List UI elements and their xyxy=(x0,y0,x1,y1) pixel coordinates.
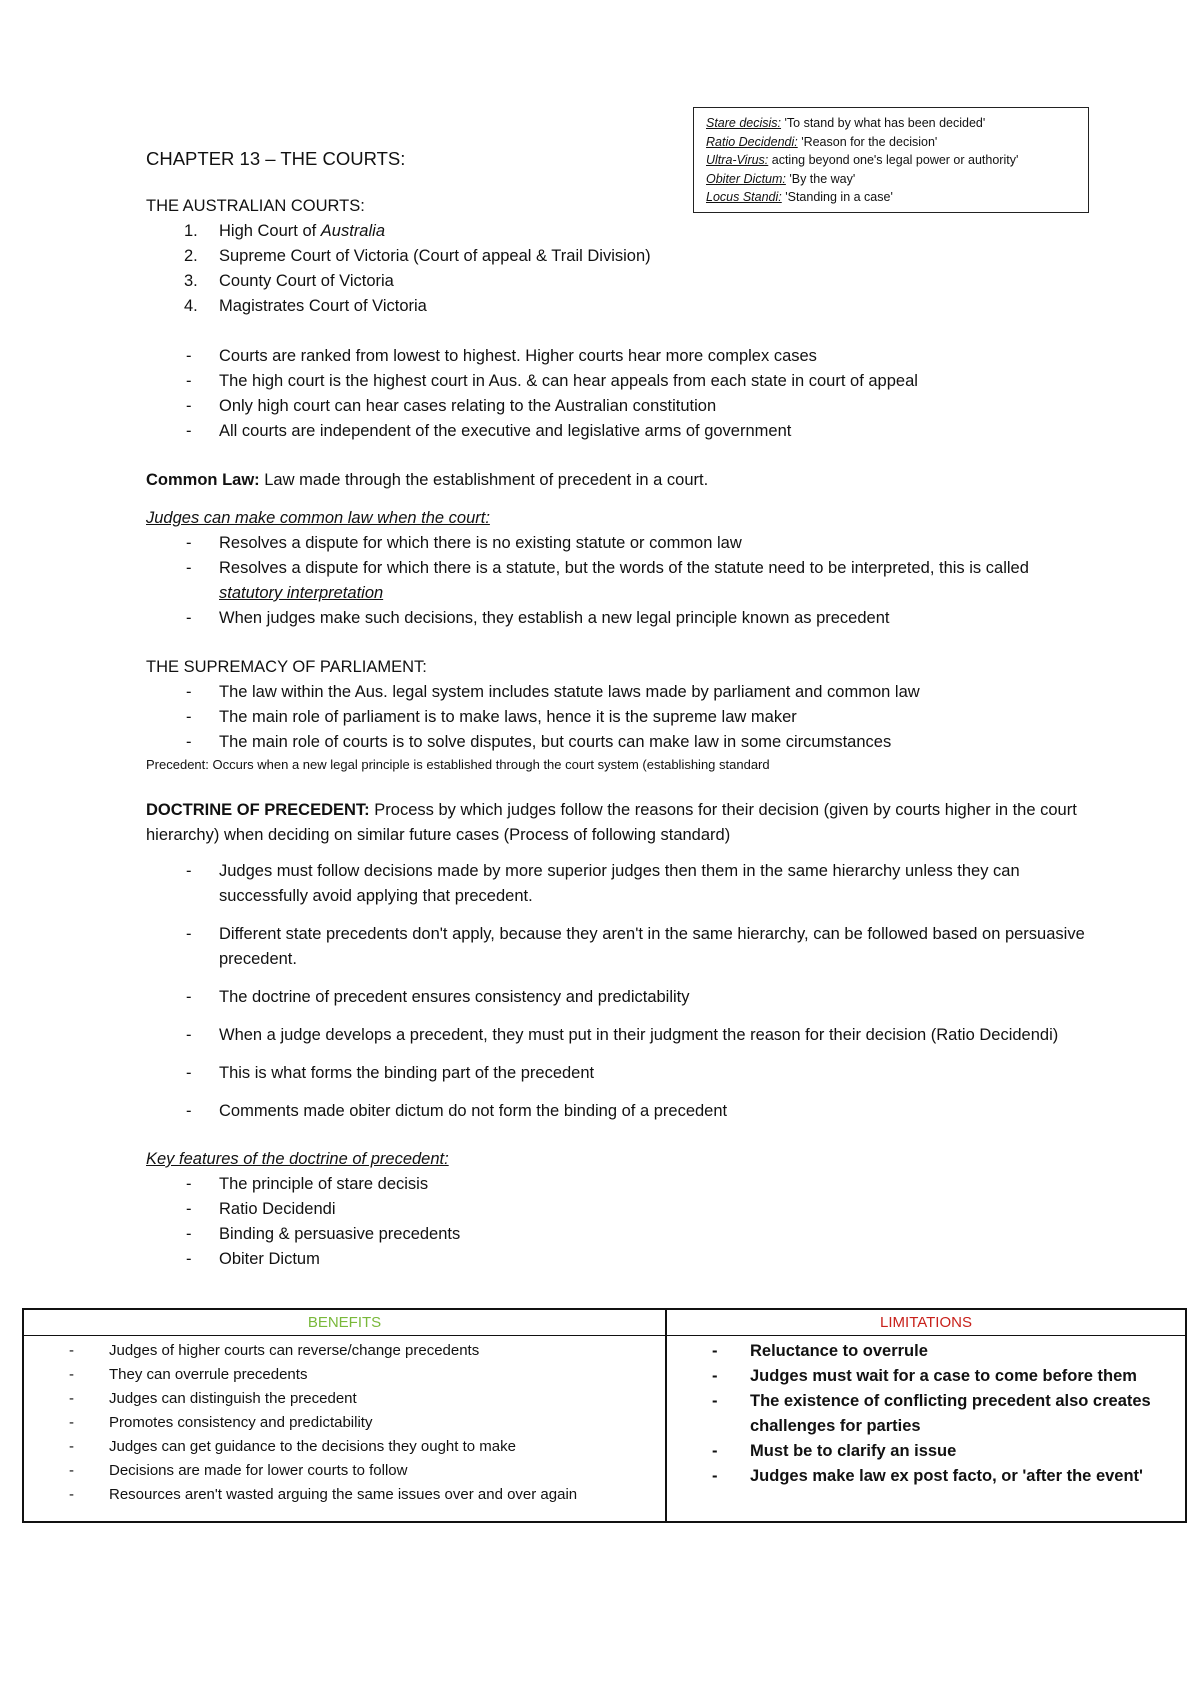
limitations-cell xyxy=(667,1336,1185,1521)
list-item: - The main role of courts is to solve disputes, but courts can make law in some circumstances xyxy=(146,730,1096,755)
list-item: - Resources aren't wasted arguing the same issues over and over again xyxy=(24,1483,665,1507)
key-features-list xyxy=(146,1172,1096,1272)
list-text: Magistrates Court of Victoria xyxy=(219,297,427,315)
list-item: - Judges must follow decisions made by more superior judges then them in the same hierarchy unless they can successfully avoid applying that precedent. xyxy=(146,859,1096,909)
list-item xyxy=(146,606,1096,631)
list-number: 4. xyxy=(184,297,198,315)
glossary-term: Stare decisis: xyxy=(706,116,782,130)
list-item: - They can overrule precedents xyxy=(24,1363,665,1387)
list-item: - Promotes consistency and predictability xyxy=(24,1411,665,1435)
list-item: - This is what forms the binding part of the precedent xyxy=(146,1061,1096,1086)
glossary-term: Ratio Decidendi: xyxy=(706,134,798,149)
list-item: - The doctrine of precedent ensures consistency and predictability xyxy=(146,985,1096,1010)
supremacy-heading: THE SUPREMACY OF PARLIAMENT: xyxy=(146,658,427,676)
list-item: - Judges can get guidance to the decisions they ought to make xyxy=(24,1435,665,1459)
list-item xyxy=(146,556,1096,606)
list-item: - The high court is the highest court in Aus. & can hear appeals from each state in court of appeal xyxy=(146,369,1096,394)
list-number: 1. xyxy=(184,222,198,240)
common-law-definition xyxy=(146,468,1096,493)
list-number: 3. xyxy=(184,272,198,290)
list-item: - Decisions are made for lower courts to follow xyxy=(24,1459,665,1483)
glossary-item xyxy=(706,114,1078,133)
list-item: - Obiter Dictum xyxy=(146,1247,1096,1272)
list-item: - The main role of parliament is to make laws, hence it is the supreme law maker xyxy=(146,705,1096,730)
benefits-limitations-table xyxy=(22,1308,1187,1523)
list-item: - All courts are independent of the executive and legislative arms of government xyxy=(146,419,1096,444)
list-text: When judges make such decisions, they establish a new legal principle known as precedent xyxy=(219,609,890,627)
limitations-header: LIMITATIONS xyxy=(667,1310,1185,1336)
list-item: - Comments made obiter dictum do not form the binding of a precedent xyxy=(146,1099,1096,1124)
doctrine-text: Process by which judges follow the reasons for their decision (given by courts higher in the court hierarchy) when deciding on similar future cases (Process of following standard) xyxy=(146,801,1077,844)
list-text: High Court of xyxy=(219,222,321,240)
list-item xyxy=(146,244,1096,269)
statutory-interpretation-term: statutory interpretation xyxy=(219,584,384,602)
limitations-list xyxy=(667,1339,1185,1489)
list-item xyxy=(146,294,1096,319)
glossary-term: Locus Standi: xyxy=(706,190,782,204)
glossary-definition: 'Standing in a case' xyxy=(781,190,893,204)
benefits-cell xyxy=(24,1336,667,1521)
list-item: - The principle of stare decisis xyxy=(146,1172,1096,1197)
list-item: - Only high court can hear cases relating to the Australian constitution xyxy=(146,394,1096,419)
list-item: - The existence of conflicting precedent also creates challenges for parties xyxy=(667,1389,1185,1439)
courts-points xyxy=(146,344,1096,444)
list-item: - Courts are ranked from lowest to highest. Higher courts hear more complex cases xyxy=(146,344,1096,369)
list-text: Supreme Court of Victoria (Court of appeal & Trail Division) xyxy=(219,247,651,265)
courts-list xyxy=(146,219,1096,319)
list-item: - Judges make law ex post facto, or 'after the event' xyxy=(667,1464,1185,1489)
glossary-definition: 'By the way' xyxy=(785,171,856,186)
common-law-text: Law made through the establishment of precedent in a court. xyxy=(259,471,709,489)
list-number: 2. xyxy=(184,247,198,265)
list-item: - The law within the Aus. legal system includes statute laws made by parliament and common law xyxy=(146,680,1096,705)
list-text: Resolves a dispute for which there is a statute, but the words of the statute need to be interpreted, this is called xyxy=(219,559,1029,577)
glossary-definition: acting beyond one's legal power or authority' xyxy=(768,153,1019,167)
supremacy-points xyxy=(146,680,1096,755)
glossary-term: Ultra-Virus: xyxy=(706,153,769,167)
glossary-definition: 'To stand by what has been decided' xyxy=(781,116,986,130)
list-item: - Must be to clarify an issue xyxy=(667,1439,1185,1464)
doctrine-points xyxy=(146,859,1096,1124)
list-text: County Court of Victoria xyxy=(219,272,394,290)
list-item: - Binding & persuasive precedents xyxy=(146,1222,1096,1247)
main-content xyxy=(146,146,1096,1272)
precedent-note: Precedent: Occurs when a new legal principle is established through the court system (establishing standard xyxy=(146,757,770,772)
glossary-term: Obiter Dictum: xyxy=(706,171,786,186)
list-item: - Judges can distinguish the precedent xyxy=(24,1387,665,1411)
benefits-header: BENEFITS xyxy=(24,1310,667,1336)
list-item: - Ratio Decidendi xyxy=(146,1197,1096,1222)
list-item: - Judges of higher courts can reverse/change precedents xyxy=(24,1339,665,1363)
list-item: - Judges must wait for a case to come before them xyxy=(667,1364,1185,1389)
doctrine-label: DOCTRINE OF PRECEDENT: xyxy=(146,801,370,819)
list-text-italic: Australia xyxy=(320,222,385,240)
list-item: - Different state precedents don't apply, because they aren't in the same hierarchy, can be followed based on persuasive precedent. xyxy=(146,922,1096,972)
australian-courts-heading: THE AUSTRALIAN COURTS: xyxy=(146,197,365,215)
glossary-definition: 'Reason for the decision' xyxy=(797,134,938,149)
common-law-subheading: Judges can make common law when the court: xyxy=(146,509,490,527)
list-item xyxy=(146,269,1096,294)
list-item xyxy=(146,531,1096,556)
key-features-heading: Key features of the doctrine of precedent: xyxy=(146,1150,449,1168)
benefits-list xyxy=(24,1339,665,1507)
list-text: Resolves a dispute for which there is no existing statute or common law xyxy=(219,534,742,552)
common-law-points xyxy=(146,531,1096,631)
page-title: CHAPTER 13 – THE COURTS: xyxy=(146,148,406,169)
doctrine-definition xyxy=(146,798,1096,848)
list-item xyxy=(146,219,1096,244)
common-law-label: Common Law: xyxy=(146,471,260,489)
list-item: - When a judge develops a precedent, they must put in their judgment the reason for their decision (Ratio Decidendi) xyxy=(146,1023,1096,1048)
list-item: - Reluctance to overrule xyxy=(667,1339,1185,1364)
